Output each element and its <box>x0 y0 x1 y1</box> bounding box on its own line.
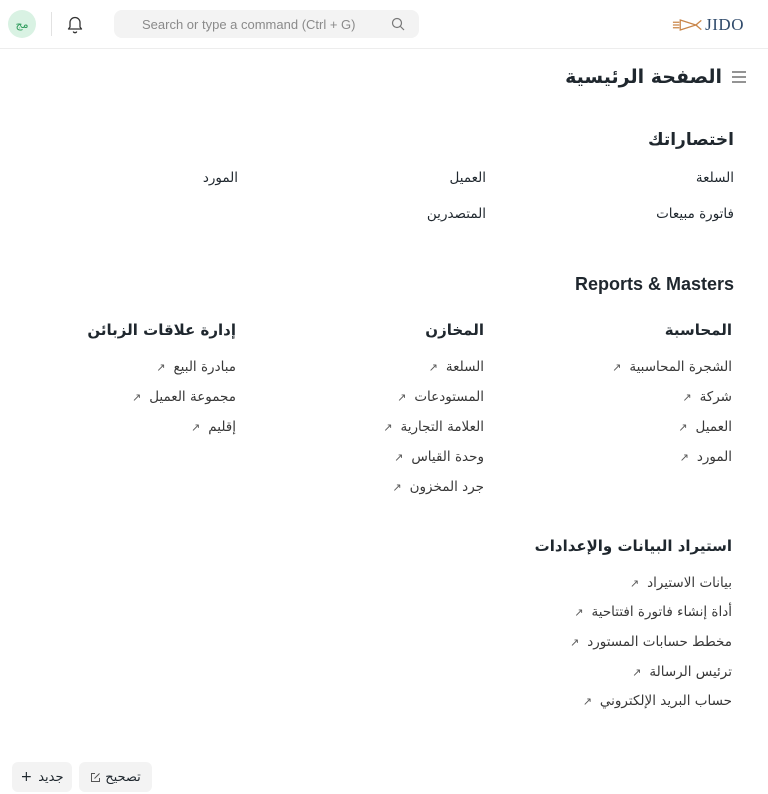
link-chart-of-accounts[interactable] <box>612 359 732 375</box>
page-title: الصفحة الرئيسية <box>565 66 722 88</box>
navbar <box>0 0 768 49</box>
link-email-account[interactable] <box>583 693 732 709</box>
link-label: الشجرة المحاسبية <box>629 359 732 375</box>
shortcut-sales-invoice[interactable]: فاتورة مبيعات <box>656 206 734 222</box>
link-chart-of-accounts-importer[interactable] <box>570 634 732 650</box>
search-input[interactable] <box>114 17 374 32</box>
search-icon <box>391 17 405 31</box>
link-brand[interactable] <box>383 419 484 435</box>
logo-icon <box>672 18 703 32</box>
link-label: السلعة <box>445 359 484 375</box>
link-label: العلامة التجارية <box>400 419 484 435</box>
arrow-up-right-icon: ↗ <box>632 665 642 679</box>
edit-icon <box>90 772 101 783</box>
link-data-import[interactable] <box>630 575 732 591</box>
link-customer[interactable] <box>678 419 732 435</box>
link-label: ترئيس الرسالة <box>649 664 732 680</box>
shortcuts-title: اختصاراتك <box>648 130 734 150</box>
link-label: جرد المخزون <box>409 479 484 495</box>
page-header <box>565 66 746 88</box>
shortcut-supplier[interactable]: المورد <box>202 170 238 186</box>
link-supplier[interactable] <box>680 449 732 465</box>
link-lead[interactable] <box>156 359 236 375</box>
arrow-up-right-icon: ↗ <box>191 420 201 434</box>
app-logo[interactable] <box>672 14 744 36</box>
arrow-up-right-icon: ↗ <box>397 390 407 404</box>
link-label: مخطط حسابات المستورد <box>587 634 732 650</box>
link-opening-invoice-tool[interactable] <box>574 604 732 620</box>
link-label: المورد <box>696 449 732 465</box>
new-button[interactable] <box>12 762 72 792</box>
bell-icon[interactable] <box>66 14 84 34</box>
link-label: حساب البريد الإلكتروني <box>599 693 732 709</box>
link-customer-group[interactable] <box>132 389 236 405</box>
navbar-divider <box>51 12 52 36</box>
arrow-up-right-icon: ↗ <box>682 390 692 404</box>
link-uom[interactable] <box>394 449 484 465</box>
link-label: المستودعات <box>414 389 484 405</box>
link-label: العميل <box>695 419 732 435</box>
card-title-stock: المخازن <box>425 321 484 339</box>
link-label: إقليم <box>208 419 236 435</box>
arrow-up-right-icon: ↗ <box>394 450 404 464</box>
link-stock-reconciliation[interactable] <box>392 479 484 495</box>
card-title-crm: إدارة علاقات الزبائن <box>87 321 236 339</box>
arrow-up-right-icon: ↗ <box>569 635 580 649</box>
arrow-up-right-icon: ↗ <box>678 420 688 434</box>
arrow-up-right-icon: ↗ <box>612 360 622 374</box>
arrow-up-right-icon: ↗ <box>428 360 438 374</box>
shortcut-leaderboard[interactable]: المتصدرين <box>426 206 486 222</box>
arrow-up-right-icon: ↗ <box>131 390 142 404</box>
search-bar[interactable] <box>114 10 419 38</box>
arrow-up-right-icon: ↗ <box>156 360 166 374</box>
edit-button[interactable] <box>79 762 152 792</box>
reports-masters-title: Reports & Masters <box>574 274 734 294</box>
new-label: جديد <box>38 769 64 785</box>
link-warehouses[interactable] <box>397 389 484 405</box>
card-title-data-import-settings: استيراد البيانات والإعدادات <box>534 537 732 555</box>
link-company[interactable] <box>682 389 732 405</box>
shortcut-item[interactable]: السلعة <box>695 170 734 186</box>
link-item[interactable] <box>429 359 484 375</box>
link-label: بيانات الاستيراد <box>647 575 732 591</box>
logo-text: JIDO <box>705 15 744 34</box>
link-label: مبادرة البيع <box>173 359 236 375</box>
link-letter-head[interactable] <box>632 664 732 680</box>
link-label: مجموعة العميل <box>149 389 236 405</box>
arrow-up-right-icon: ↗ <box>392 480 402 494</box>
arrow-up-right-icon: ↗ <box>582 694 592 708</box>
link-label: أداة إنشاء فاتورة افتتاحية <box>591 604 732 620</box>
link-label: شركة <box>699 389 732 405</box>
card-title-accounting: المحاسبة <box>664 321 732 339</box>
plus-icon: + <box>20 769 33 785</box>
arrow-up-right-icon: ↗ <box>679 450 689 464</box>
hamburger-menu-icon[interactable] <box>732 71 746 83</box>
edit-label: تصحيح <box>105 769 141 785</box>
arrow-up-right-icon: ↗ <box>574 605 584 619</box>
link-territory[interactable] <box>191 419 236 435</box>
arrow-up-right-icon: ↗ <box>629 576 640 590</box>
shortcut-customer[interactable]: العميل <box>449 170 486 186</box>
avatar[interactable]: مج <box>8 10 36 38</box>
arrow-up-right-icon: ↗ <box>383 420 393 434</box>
link-label: وحدة القياس <box>411 449 484 465</box>
